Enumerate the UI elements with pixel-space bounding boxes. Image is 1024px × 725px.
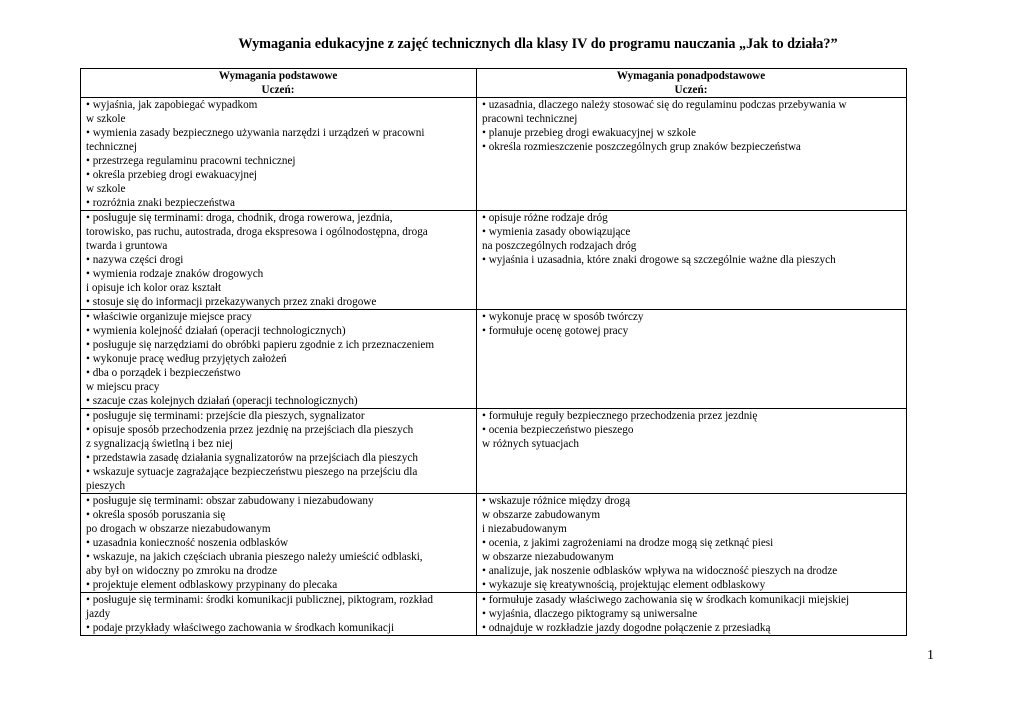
- requirement-line: • wyjaśnia i uzasadnia, które znaki drogowe są szczególnie ważne dla pieszych: [482, 254, 836, 266]
- requirement-line: • wyjaśnia, dlaczego piktogramy są uniwersalne: [482, 608, 698, 620]
- requirement-line: jazdy: [86, 608, 111, 620]
- requirement-line: • odnajduje w rozkładzie jazdy dogodne połączenie z przesiadką: [482, 622, 771, 634]
- requirement-line: • właściwie organizuje miejsce pracy: [86, 311, 252, 323]
- requirement-line: • wskazuje, na jakich częściach ubrania pieszego należy umieścić odblaski,: [86, 551, 423, 563]
- table-header-row: [81, 69, 907, 98]
- table-row: [81, 494, 907, 593]
- requirement-line: • formułuje reguły bezpiecznego przechodzenia przez jezdnię: [482, 410, 758, 422]
- requirement-line: w różnych sytuacjach: [482, 438, 579, 450]
- requirement-line: pracowni technicznej: [482, 113, 578, 125]
- requirement-line: • formułuje zasady właściwego zachowania się w środkach komunikacji miejskiej: [482, 594, 850, 606]
- requirement-line: • projektuje element odblaskowy przypinany do plecaka: [86, 579, 338, 591]
- requirement-line: • posługuje się terminami: przejście dla pieszych, sygnalizator: [86, 410, 365, 422]
- requirement-line: • wykonuje pracę w sposób twórczy: [482, 311, 644, 323]
- header-basic: [81, 69, 477, 98]
- requirement-line: • posługuje się narzędziami do obróbki papieru zgodnie z ich przeznaczeniem: [86, 339, 435, 351]
- requirement-line: pieszych: [86, 480, 126, 492]
- requirement-line: • wskazuje różnice między drogą: [482, 495, 631, 507]
- requirement-line: • uzasadnia, dlaczego należy stosować się do regulaminu podczas przebywania w: [482, 99, 847, 111]
- cell-basic: [81, 494, 477, 593]
- requirement-line: twarda i gruntowa: [86, 240, 168, 252]
- requirement-line: • określa rozmieszczenie poszczególnych grup znaków bezpieczeństwa: [482, 141, 801, 153]
- requirement-line: • opisuje różne rodzaje dróg: [482, 212, 608, 224]
- requirement-line: • wskazuje sytuacje zagrażające bezpieczeństwu pieszego na przejściu dla: [86, 466, 418, 478]
- requirement-line: • podaje przykłady właściwego zachowania w środkach komunikacji: [86, 622, 395, 634]
- cell-basic: [81, 310, 477, 409]
- table-row: [81, 593, 907, 636]
- cell-basic: [81, 409, 477, 494]
- requirement-line: technicznej: [86, 141, 137, 153]
- page-title: Wymagania edukacyjne z zajęć technicznych dla klasy IV do programu nauczania „Jak to działa?”: [238, 36, 838, 52]
- requirement-line: aby był on widoczny po zmroku na drodze: [86, 565, 278, 577]
- requirement-line: • opisuje sposób przechodzenia przez jezdnię na przejściach dla pieszych: [86, 424, 414, 436]
- requirement-line: • szacuje czas kolejnych działań (operacji technologicznych): [86, 395, 358, 407]
- requirement-line: • rozróżnia znaki bezpieczeństwa: [86, 197, 235, 209]
- requirement-line: • przestrzega regulaminu pracowni technicznej: [86, 155, 296, 167]
- page-number: 1: [927, 648, 934, 663]
- cell-basic: [81, 593, 477, 636]
- requirement-line: na poszczególnych rodzajach dróg: [482, 240, 637, 252]
- requirement-line: • posługuje się terminami: droga, chodnik, droga rowerowa, jezdnia,: [86, 212, 393, 224]
- requirement-line: • wykonuje pracę według przyjętych założeń: [86, 353, 287, 365]
- requirement-line: • ocenia, z jakimi zagrożeniami na drodze mogą się zetknąć piesi: [482, 537, 774, 549]
- requirement-line: • wykazuje się kreatywnością, projektując element odblaskowy: [482, 579, 766, 591]
- requirement-line: z sygnalizacją świetlną i bez niej: [86, 438, 233, 450]
- cell-advanced: [477, 310, 907, 409]
- requirement-line: • planuje przebieg drogi ewakuacyjnej w szkole: [482, 127, 696, 139]
- requirement-line: w obszarze zabudowanym: [482, 509, 601, 521]
- requirement-line: • wymienia zasady obowiązujące: [482, 226, 631, 238]
- requirement-line: • określa przebieg drogi ewakuacyjnej: [86, 169, 258, 181]
- requirement-line: • przedstawia zasadę działania sygnalizatorów na przejściach dla pieszych: [86, 452, 418, 464]
- requirement-line: torowisko, pas ruchu, autostrada, droga ekspresowa i ogólnodostępna, droga: [86, 226, 428, 238]
- header-advanced: [477, 69, 907, 98]
- requirement-line: • określa sposób poruszania się: [86, 509, 226, 521]
- cell-advanced: [477, 211, 907, 310]
- cell-advanced: [477, 593, 907, 636]
- requirement-line: • posługuje się terminami: obszar zabudowany i niezabudowany: [86, 495, 374, 507]
- requirement-line: • ocenia bezpieczeństwo pieszego: [482, 424, 634, 436]
- requirement-line: • formułuje ocenę gotowej pracy: [482, 325, 629, 337]
- header-basic-subtitle: Uczeń:: [261, 84, 295, 96]
- cell-basic: [81, 211, 477, 310]
- requirement-line: w szkole: [86, 183, 126, 195]
- requirement-line: • dba o porządek i bezpieczeństwo: [86, 367, 241, 379]
- requirement-line: • wymienia kolejność działań (operacji technologicznych): [86, 325, 346, 337]
- requirements-table: [80, 68, 907, 636]
- header-advanced-title: Wymagania ponadpodstawowe: [616, 70, 766, 82]
- requirement-line: • analizuje, jak noszenie odblasków wpływa na widoczność pieszych na drodze: [482, 565, 838, 577]
- requirement-line: w miejscu pracy: [86, 381, 160, 393]
- requirement-line: • uzasadnia konieczność noszenia odblasków: [86, 537, 289, 549]
- table-row: [81, 409, 907, 494]
- requirement-line: • wyjaśnia, jak zapobiegać wypadkom: [86, 99, 258, 111]
- table-row: [81, 98, 907, 211]
- requirement-line: i niezabudowanym: [482, 523, 567, 535]
- requirement-line: w obszarze niezabudowanym: [482, 551, 614, 563]
- requirement-line: w szkole: [86, 113, 126, 125]
- table-body: [81, 98, 907, 636]
- cell-advanced: [477, 98, 907, 211]
- table-row: [81, 310, 907, 409]
- header-basic-title: Wymagania podstawowe: [218, 70, 338, 82]
- header-advanced-subtitle: Uczeń:: [674, 84, 708, 96]
- requirement-line: i opisuje ich kolor oraz kształt: [86, 282, 222, 294]
- cell-basic: [81, 98, 477, 211]
- requirement-line: • stosuje się do informacji przekazywanych przez znaki drogowe: [86, 296, 377, 308]
- requirement-line: • wymienia rodzaje znaków drogowych: [86, 268, 264, 280]
- requirement-line: • posługuje się terminami: środki komunikacji publicznej, piktogram, rozkład: [86, 594, 433, 606]
- requirement-line: • wymienia zasady bezpiecznego używania narzędzi i urządzeń w pracowni: [86, 127, 425, 139]
- requirement-line: • nazywa części drogi: [86, 254, 184, 266]
- requirement-line: po drogach w obszarze niezabudowanym: [86, 523, 271, 535]
- cell-advanced: [477, 494, 907, 593]
- cell-advanced: [477, 409, 907, 494]
- table-row: [81, 211, 907, 310]
